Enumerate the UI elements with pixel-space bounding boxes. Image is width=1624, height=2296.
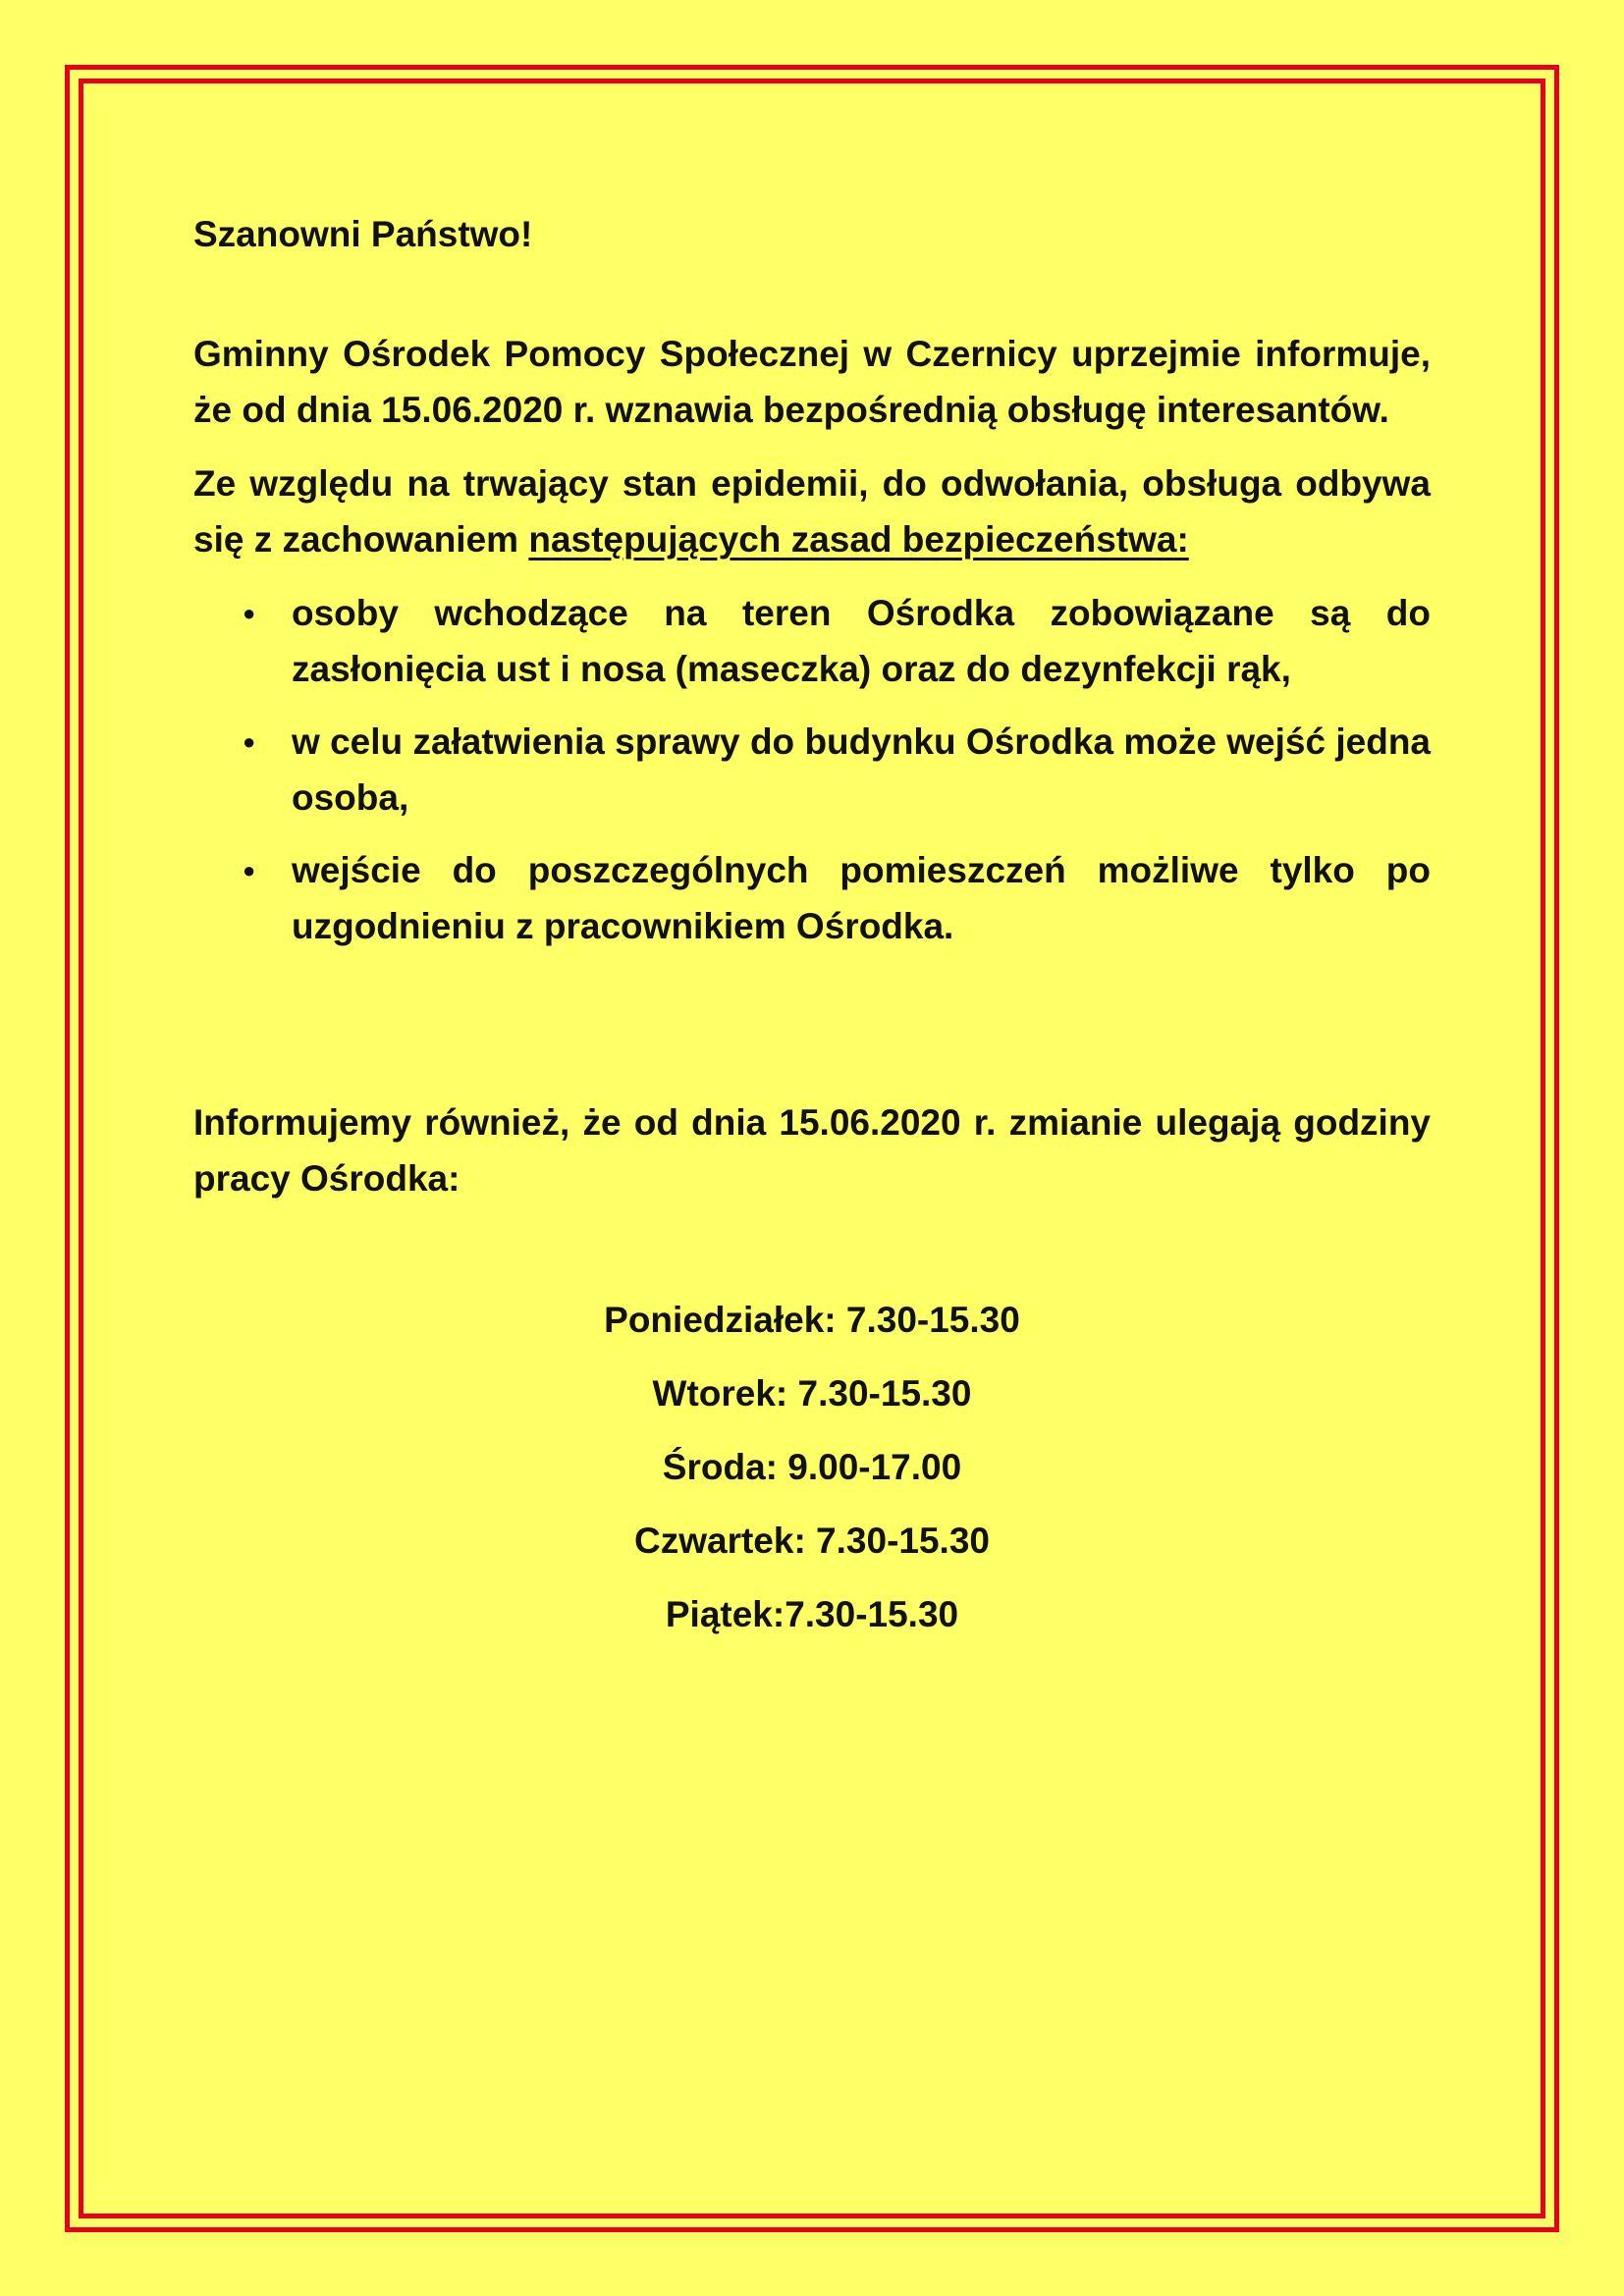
hours-monday: Poniedziałek: 7.30-15.30	[604, 1300, 1020, 1340]
rule-text: w celu załatwienia sprawy do budynku Ośrodka może wejść jedna osoba,	[292, 721, 1431, 818]
safety-rules-list	[193, 585, 1431, 954]
greeting: Szanowni Państwo!	[193, 214, 533, 254]
intro-paragraph: Gminny Ośrodek Pomocy Społecznej w Czernicy uprzejmie informuje, że od dnia 15.06.2020 r. wznawia bezpośrednią obsługę interesantów.	[193, 334, 1431, 430]
hours-tuesday: Wtorek: 7.30-15.30	[652, 1373, 972, 1414]
hours-friday: Piątek:7.30-15.30	[665, 1594, 959, 1634]
rule-text: wejście do poszczególnych pomieszczeń możliwe tylko po uzgodnieniu z pracownikiem Ośrodka.	[292, 850, 1431, 946]
list-item	[243, 714, 1431, 826]
bullet-icon: ●	[243, 729, 256, 754]
safety-rules-heading: następujących zasad bezpieczeństwa:	[528, 519, 1189, 560]
list-item	[243, 842, 1431, 954]
hours-wednesday: Środa: 9.00-17.00	[662, 1447, 962, 1487]
bullet-icon: ●	[243, 858, 256, 882]
opening-hours-list	[193, 1283, 1431, 1651]
safety-intro-text: Ze względu na trwający stan epidemii, do odwołania, obsługa odbywa się z zachowaniem	[193, 463, 1431, 560]
list-item	[243, 585, 1431, 697]
notice-body	[193, 206, 1431, 1651]
rule-text: osoby wchodzące na teren Ośrodka zobowiązane są do zasłonięcia ust i nosa (maseczka) oraz do dezynfekcji rąk,	[292, 593, 1431, 689]
hours-intro-paragraph: Informujemy również, że od dnia 15.06.2020 r. zmianie ulegają godziny pracy Ośrodka:	[193, 1102, 1431, 1199]
bullet-icon: ●	[243, 601, 256, 625]
safety-intro-paragraph	[193, 455, 1431, 567]
hours-thursday: Czwartek: 7.30-15.30	[634, 1521, 990, 1561]
